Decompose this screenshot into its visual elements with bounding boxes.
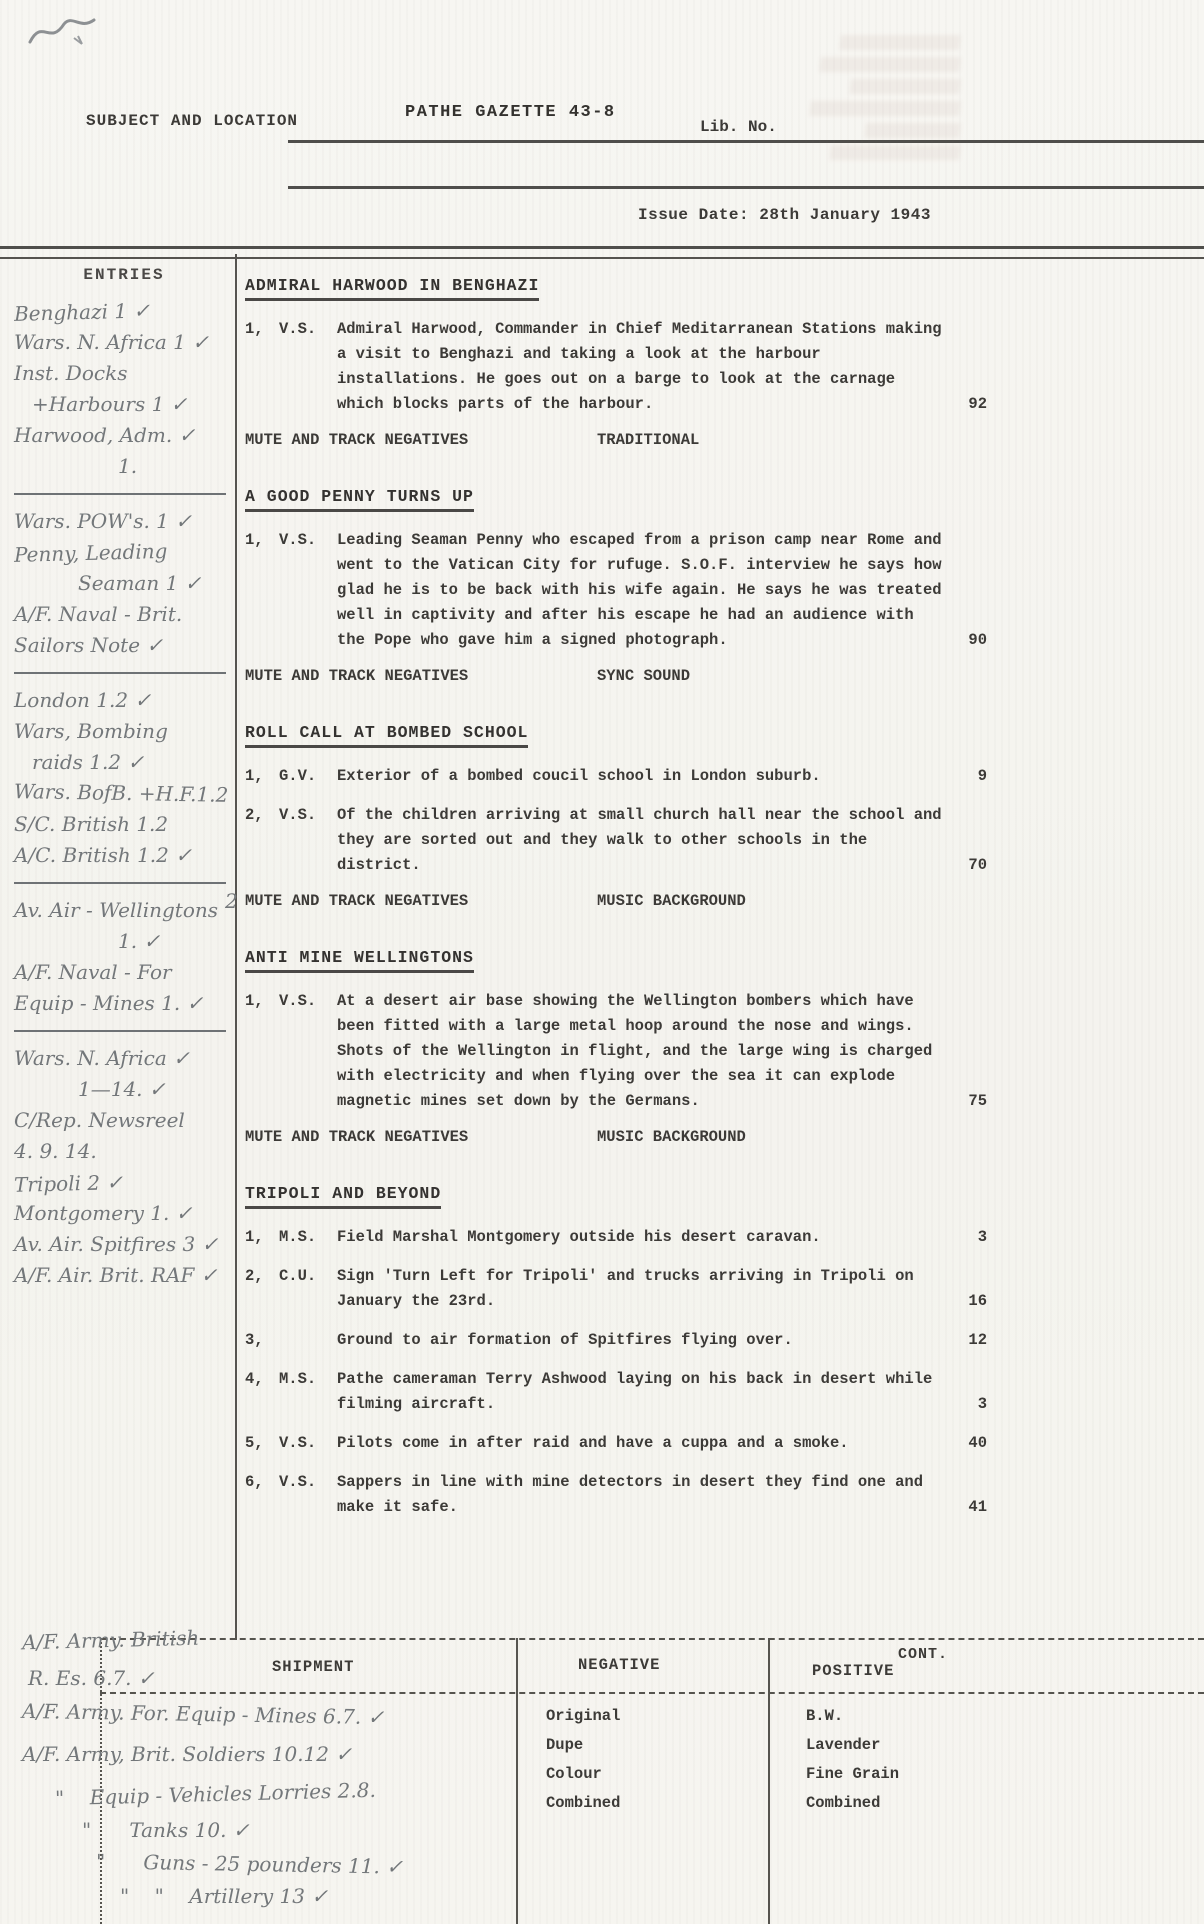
gazette-title: PATHE GAZETTE 43-8 xyxy=(405,103,616,122)
mute-track-label: MUTE AND TRACK NEGATIVES xyxy=(245,1128,469,1146)
shot-row xyxy=(245,528,987,653)
shot-number: 3, xyxy=(245,1331,264,1349)
handwritten-note: A/F. Army, Brit. Soldiers 10.12 ✓ xyxy=(22,1742,353,1766)
footage-number: 40 xyxy=(968,1434,987,1452)
footage-number: 70 xyxy=(968,856,987,874)
footage-number: 75 xyxy=(968,1092,987,1110)
newsreel-section xyxy=(245,487,987,693)
entry-line: Harwood, Adm. ✓ xyxy=(14,423,196,447)
handwritten-note: " Guns - 25 pounders 11. ✓ xyxy=(95,1849,404,1879)
shot-type: C.U. xyxy=(279,1267,317,1285)
shot-type: V.S. xyxy=(279,806,317,824)
negative-sound-line xyxy=(245,431,987,457)
entry-line: A/F. Naval - Brit. xyxy=(14,602,183,626)
entry-line: Montgomery 1. ✓ xyxy=(14,1201,193,1225)
negative-column-header: NEGATIVE xyxy=(578,1656,661,1674)
negative-option: Dupe xyxy=(546,1736,584,1754)
shot-number: 2, xyxy=(245,806,264,824)
footage-number: 3 xyxy=(977,1228,987,1246)
negative-options xyxy=(546,1702,620,1818)
lib-no-label: Lib. No. xyxy=(700,118,777,136)
shot-number: 1, xyxy=(245,531,264,549)
negative-sound-line xyxy=(245,667,987,693)
shot-description: Sappers in line with mine detectors in desert they find one and make it safe. xyxy=(337,1473,923,1516)
entry-line: 1. ✓ xyxy=(118,929,161,953)
footage-number: 16 xyxy=(968,1292,987,1310)
newsreel-section xyxy=(245,1184,987,1520)
shot-row xyxy=(245,1264,987,1314)
shot-type: V.S. xyxy=(279,1473,317,1491)
positive-option: B.W. xyxy=(806,1707,844,1725)
shot-type: V.S. xyxy=(279,1434,317,1452)
footage-number: 3 xyxy=(977,1395,987,1413)
mute-track-label: MUTE AND TRACK NEGATIVES xyxy=(245,667,469,685)
negative-sound-line xyxy=(245,1128,987,1154)
subject-location-label: SUBJECT AND LOCATION xyxy=(86,112,299,130)
footage-number: 90 xyxy=(968,631,987,649)
negative-sound-line xyxy=(225,889,987,918)
section-title: TRIPOLI AND BEYOND xyxy=(245,1184,441,1209)
handwritten-note: " Tanks 10. ✓ xyxy=(82,1818,250,1842)
cont-label: CONT. xyxy=(898,1646,949,1663)
entry-line: Inst. Docks xyxy=(14,361,128,385)
entries-group xyxy=(14,685,234,871)
handwritten-note: R. Es. 6.7. ✓ xyxy=(28,1666,155,1690)
shot-type: M.S. xyxy=(279,1370,317,1388)
shot-number: 1, xyxy=(245,767,264,785)
footage-number: 92 xyxy=(968,395,987,413)
sound-type-label: SYNC SOUND xyxy=(597,667,691,685)
positive-column-header: POSITIVE xyxy=(812,1662,895,1680)
entry-line: Wars. BofB. +H.F.1.2 xyxy=(13,779,229,807)
entries-group xyxy=(14,895,234,1019)
shot-description: Field Marshal Montgomery outside his desert caravan. xyxy=(337,1228,821,1246)
shipment-column-header: SHIPMENT xyxy=(272,1658,355,1676)
handwritten-note: " " Artillery 13 ✓ xyxy=(120,1884,329,1908)
table-header-border xyxy=(100,1692,1204,1694)
shot-row xyxy=(245,1225,987,1250)
newsreel-section xyxy=(245,948,987,1154)
shot-type xyxy=(279,1328,337,1353)
shot-number: 1, xyxy=(245,1228,264,1246)
entry-line: London 1.2 ✓ xyxy=(14,688,152,712)
entry-line: Wars. POW's. 1 ✓ xyxy=(14,509,193,533)
newsreel-section xyxy=(245,276,987,457)
shot-row xyxy=(245,1470,987,1520)
entries-group-divider xyxy=(14,882,226,884)
shot-row xyxy=(245,1431,987,1456)
entry-line: S/C. British 1.2 xyxy=(14,812,169,836)
pencil-scribble-icon xyxy=(24,8,104,52)
positive-option: Fine Grain xyxy=(806,1765,900,1783)
entry-line: C/Rep. Newsreel xyxy=(14,1108,185,1132)
mute-track-label: MUTE AND TRACK NEGATIVES xyxy=(245,431,469,449)
entry-line: Equip - Mines 1. ✓ xyxy=(14,991,204,1015)
entries-group-divider xyxy=(14,1030,226,1032)
negative-option: Colour xyxy=(546,1765,602,1783)
entry-line: Seaman 1 ✓ xyxy=(78,571,202,595)
mute-track-label: MUTE AND TRACK NEGATIVES xyxy=(245,892,469,910)
newsreel-section xyxy=(225,723,987,918)
issue-date: Issue Date: 28th January 1943 xyxy=(638,206,931,224)
shot-number: 5, xyxy=(245,1434,264,1452)
entries-group xyxy=(14,1043,234,1291)
shot-description: Ground to air formation of Spitfires flying over. xyxy=(337,1331,793,1349)
shot-number: 2, xyxy=(245,1267,264,1285)
entry-line: 4. 9. 14. xyxy=(14,1139,97,1163)
entry-line: Benghazi 1 ✓ xyxy=(13,298,151,326)
shot-row xyxy=(245,989,987,1114)
table-divider-2 xyxy=(768,1638,770,1924)
footage-number: 41 xyxy=(968,1498,987,1516)
shot-type: V.S. xyxy=(279,320,317,338)
entry-line: A/F. Naval - For xyxy=(14,960,172,984)
handwritten-note: A/F. Army. British xyxy=(21,1625,200,1655)
shot-description: Sign 'Turn Left for Tripoli' and trucks arriving in Tripoli on January the 23rd. xyxy=(337,1267,914,1310)
entries-group-divider xyxy=(14,493,226,495)
shot-number: 6, xyxy=(245,1473,264,1491)
shipment-table xyxy=(0,1638,1204,1924)
entry-line: Wars, Bombing xyxy=(14,719,168,743)
entry-line: A/F. Air. Brit. RAF ✓ xyxy=(14,1263,218,1287)
section-title: ADMIRAL HARWOOD IN BENGHAZI xyxy=(245,276,539,301)
shot-description: Leading Seaman Penny who escaped from a prison camp near Rome and went to the Vatican City for rufuge. S.O.F. interview he says how glad he is to be back with his wife again. He says he was treated well in captivity and after his escape he had an audience with the Pope who gave him a signed photograph. xyxy=(337,531,942,649)
entry-line: Sailors Note ✓ xyxy=(14,633,164,657)
entry-line: 1. xyxy=(118,454,138,478)
footage-number: 9 xyxy=(977,767,987,785)
shot-description: Admiral Harwood, Commander in Chief Meditarranean Stations making a visit to Benghazi and taking a look at the harbour installations. He goes out on a barge to look at the carnage which blocks parts of the harbour. xyxy=(337,320,942,413)
table-top-border xyxy=(100,1638,1204,1640)
negative-option: Combined xyxy=(546,1794,621,1812)
section-title: A GOOD PENNY TURNS UP xyxy=(245,487,474,512)
entry-line: Wars. N. Africa ✓ xyxy=(14,1046,190,1070)
shot-type: M.S. xyxy=(279,1228,317,1246)
header-rule-1 xyxy=(288,140,1204,143)
entries-group xyxy=(14,296,234,482)
entries-group xyxy=(14,506,234,661)
entries-panel xyxy=(14,266,234,1291)
entry-line: 1—14. ✓ xyxy=(78,1077,166,1101)
entry-line: +Harbours 1 ✓ xyxy=(32,392,188,416)
footage-number: 12 xyxy=(968,1331,987,1349)
shot-row xyxy=(245,803,987,878)
shot-row xyxy=(245,1367,987,1417)
section-divider-rule xyxy=(0,246,1204,259)
positive-option: Combined xyxy=(806,1794,881,1812)
shot-description: Exterior of a bombed coucil school in London suburb. xyxy=(337,767,821,785)
shot-row xyxy=(245,317,987,417)
handwritten-note: " Equip - Vehicles Lorries 2.8. xyxy=(54,1777,377,1811)
shot-description: Pilots come in after raid and have a cuppa and a smoke. xyxy=(337,1434,849,1452)
shot-row xyxy=(245,1328,987,1353)
entry-line: Tripoli 2 ✓ xyxy=(13,1170,124,1197)
content-column xyxy=(225,276,987,1550)
shot-description: Pathe cameraman Terry Ashwood laying on his back in desert while filming aircraft. xyxy=(337,1370,933,1413)
positive-options xyxy=(806,1702,899,1818)
shot-type: V.S. xyxy=(279,992,317,1010)
sound-type-label: MUSIC BACKGROUND xyxy=(597,892,746,910)
shot-description: Of the children arriving at small church hall near the school and they are sorted out and they walk to other schools in the district. xyxy=(337,806,942,874)
entries-group-divider xyxy=(14,672,226,674)
handwritten-annotation: 2 xyxy=(225,889,238,913)
section-title: ANTI MINE WELLINGTONS xyxy=(245,948,474,973)
shot-number: 1, xyxy=(245,320,264,338)
section-title: ROLL CALL AT BOMBED SCHOOL xyxy=(245,723,528,748)
column-divider xyxy=(235,254,237,1640)
shot-type: G.V. xyxy=(279,767,317,785)
entry-line: Av. Air - Wellingtons xyxy=(14,898,219,922)
shot-type: V.S. xyxy=(279,531,317,549)
negative-option: Original xyxy=(546,1707,621,1725)
shot-row xyxy=(245,764,987,789)
shot-description: At a desert air base showing the Wellington bombers which have been fitted with a large metal hoop around the nose and wings. Shots of the Wellington in flight, and the large wing is charged with electricity and when flying over the sea it can explode magnetic mines set down by the Germans. xyxy=(337,992,933,1110)
entries-heading: ENTRIES xyxy=(83,266,165,284)
entry-line: Penny, Leading xyxy=(13,538,168,567)
header-rule-2 xyxy=(288,186,1204,189)
table-divider-1 xyxy=(516,1638,518,1924)
ink-bleed-through xyxy=(790,28,960,167)
sound-type-label: TRADITIONAL xyxy=(597,431,700,449)
shot-number: 4, xyxy=(245,1370,264,1388)
sound-type-label: MUSIC BACKGROUND xyxy=(597,1128,746,1146)
entry-line: Wars. N. Africa 1 ✓ xyxy=(14,330,209,354)
entry-line: Av. Air. Spitfires 3 ✓ xyxy=(14,1232,219,1256)
entry-line: A/C. British 1.2 ✓ xyxy=(14,843,192,867)
shot-number: 1, xyxy=(245,992,264,1010)
entry-line: raids 1.2 ✓ xyxy=(32,750,145,774)
positive-option: Lavender xyxy=(806,1736,881,1754)
handwritten-note: A/F. Army. For. Equip - Mines 6.7. ✓ xyxy=(21,1698,385,1730)
